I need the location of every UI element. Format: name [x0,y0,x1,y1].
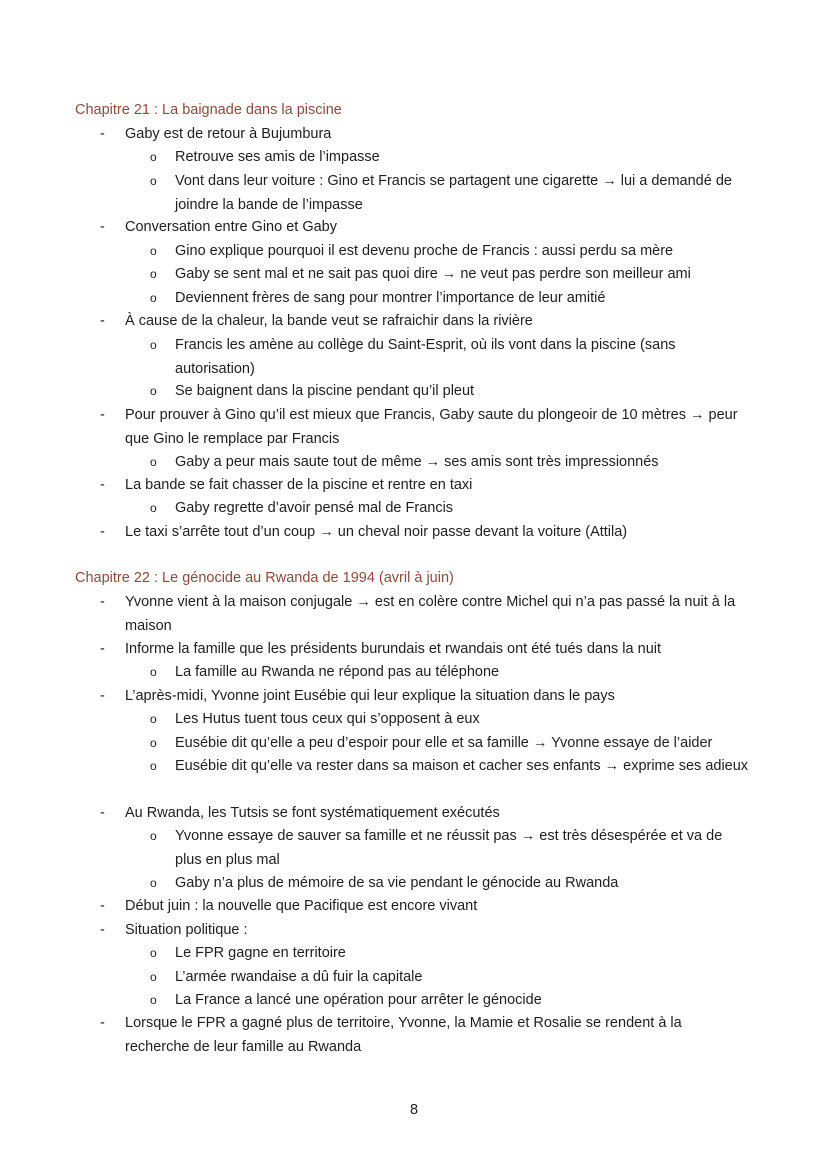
bullet-circle: o [150,150,157,164]
bullet-dash: - [100,1015,105,1031]
bullet-circle: o [150,338,157,352]
bullet-circle: o [150,291,157,305]
sub-list-item [150,497,750,521]
item-text: Pour prouver à Gino qu’il est mieux que Francis, Gaby saute du plongeoir de 10 mètres → peur que Gino le remplace par Francis [125,407,738,447]
bullet-dash: - [100,805,105,821]
sub-item-text: Gaby se sent mal et ne sait pas quoi dire → ne veut pas perdre son meilleur ami [175,266,691,282]
bullet-dash: - [100,219,105,235]
bullet-circle: o [150,970,157,984]
bullet-dash: - [100,688,105,704]
item-text: Au Rwanda, les Tutsis se font systématiquement exécutés [125,805,500,821]
bullet-circle: o [150,946,157,960]
item-text: Yvonne vient à la maison conjugale → est en colère contre Michel qui n’a pas passé la nuit à la maison [125,594,736,634]
bullet-dash: - [100,898,105,914]
chapter-21-title: Chapitre 21 : La baignade dans la piscine [75,102,342,118]
chapter-22-title: Chapitre 22 : Le génocide au Rwanda de 1994 (avril à juin) [75,570,454,586]
sub-item-text: Le FPR gagne en territoire [175,945,346,961]
item-text: Situation politique : [125,922,248,938]
sub-item-text: Gaby regrette d’avoir pensé mal de Francis [175,500,454,516]
list-item [100,802,750,826]
bullet-circle: o [150,829,157,843]
sub-item-text: Yvonne essaye de sauver sa famille et ne réussit pas → est très désespérée et va de plus en plus mal [175,828,723,868]
sub-item-text: Eusébie dit qu’elle va rester dans sa maison et cacher ses enfants → exprime ses adieux [175,758,749,774]
list-item [100,310,750,334]
list-item [100,895,750,919]
list-item [100,638,750,662]
item-text: La bande se fait chasser de la piscine et rentre en taxi [125,477,473,493]
sub-item-text: Gino explique pourquoi il est devenu proche de Francis : aussi perdu sa mère [175,243,674,259]
sub-item-text: Retrouve ses amis de l’impasse [175,149,380,165]
sub-item-text: Deviennent frères de sang pour montrer l’importance de leur amitié [175,290,606,306]
bullet-dash: - [100,922,105,938]
item-text: L’après-midi, Yvonne joint Eusébie qui leur explique la situation dans le pays [125,688,615,704]
bullet-dash: - [100,407,105,423]
bullet-dash: - [100,477,105,493]
sub-list-item [150,170,750,217]
sub-list-item [150,240,750,264]
sub-item-text: Les Hutus tuent tous ceux qui s’opposent à eux [175,711,480,727]
bullet-circle: o [150,876,157,890]
bullet-circle: o [150,267,157,281]
bullet-circle: o [150,455,157,469]
sub-item-text: La France a lancé une opération pour arrêter le génocide [175,992,542,1008]
sub-item-text: Gaby a peur mais saute tout de même → ses amis sont très impressionnés [175,454,659,470]
item-text: À cause de la chaleur, la bande veut se rafraichir dans la rivière [125,313,533,329]
item-text: Gaby est de retour à Bujumbura [125,126,332,142]
item-text: Le taxi s’arrête tout d’un coup → un cheval noir passe devant la voiture (Attila) [125,524,628,540]
list-item [100,591,750,638]
bullet-dash: - [100,641,105,657]
sub-list-item [150,755,750,779]
sub-list-item [150,451,750,475]
sub-list-item [150,661,750,685]
list-item [100,521,750,545]
sub-list-item [150,989,750,1013]
item-text: Lorsque le FPR a gagné plus de territoire, Yvonne, la Mamie et Rosalie se rendent à la recherche de leur famille au Rwanda [125,1015,682,1055]
list-item [100,404,750,451]
sub-list-item [150,708,750,732]
sub-list-item [150,872,750,896]
sub-list-item [150,263,750,287]
sub-item-text: L’armée rwandaise a dû fuir la capitale [175,969,423,985]
sub-list-item [150,732,750,756]
page-number: 8 [409,1102,419,1118]
sub-item-text: Eusébie dit qu’elle a peu d’espoir pour elle et sa famille → Yvonne essaye de l’aider [175,735,713,751]
item-text: Début juin : la nouvelle que Pacifique est encore vivant [125,898,478,914]
bullet-circle: o [150,174,157,188]
bullet-circle: o [150,384,157,398]
bullet-circle: o [150,736,157,750]
list-item [100,216,750,240]
sub-list-item [150,942,750,966]
sub-list-item [150,380,750,404]
list-item [100,685,750,709]
sub-list-item [150,334,750,381]
bullet-dash: - [100,126,105,142]
bullet-dash: - [100,594,105,610]
bullet-circle: o [150,993,157,1007]
bullet-dash: - [100,524,105,540]
sub-list-item [150,146,750,170]
sub-item-text: Francis les amène au collège du Saint-Esprit, où ils vont dans la piscine (sans autorisation) [175,337,676,377]
list-item [100,919,750,943]
sub-list-item [150,825,750,872]
list-item [100,1012,750,1059]
item-text: Conversation entre Gino et Gaby [125,219,337,235]
sub-item-text: Vont dans leur voiture : Gino et Francis se partagent une cigarette → lui a demandé de joindre la bande de l’impasse [175,173,732,213]
item-text: Informe la famille que les présidents burundais et rwandais ont été tués dans la nuit [125,641,662,657]
sub-item-text: Se baignent dans la piscine pendant qu’il pleut [175,383,475,399]
bullet-circle: o [150,244,157,258]
bullet-circle: o [150,665,157,679]
bullet-circle: o [150,759,157,773]
sub-item-text: Gaby n’a plus de mémoire de sa vie pendant le génocide au Rwanda [175,875,619,891]
list-item [100,123,750,147]
list-item [100,474,750,498]
bullet-circle: o [150,501,157,515]
bullet-dash: - [100,313,105,329]
sub-item-text: La famille au Rwanda ne répond pas au téléphone [175,664,500,680]
sub-list-item [150,287,750,311]
bullet-circle: o [150,712,157,726]
sub-list-item [150,966,750,990]
